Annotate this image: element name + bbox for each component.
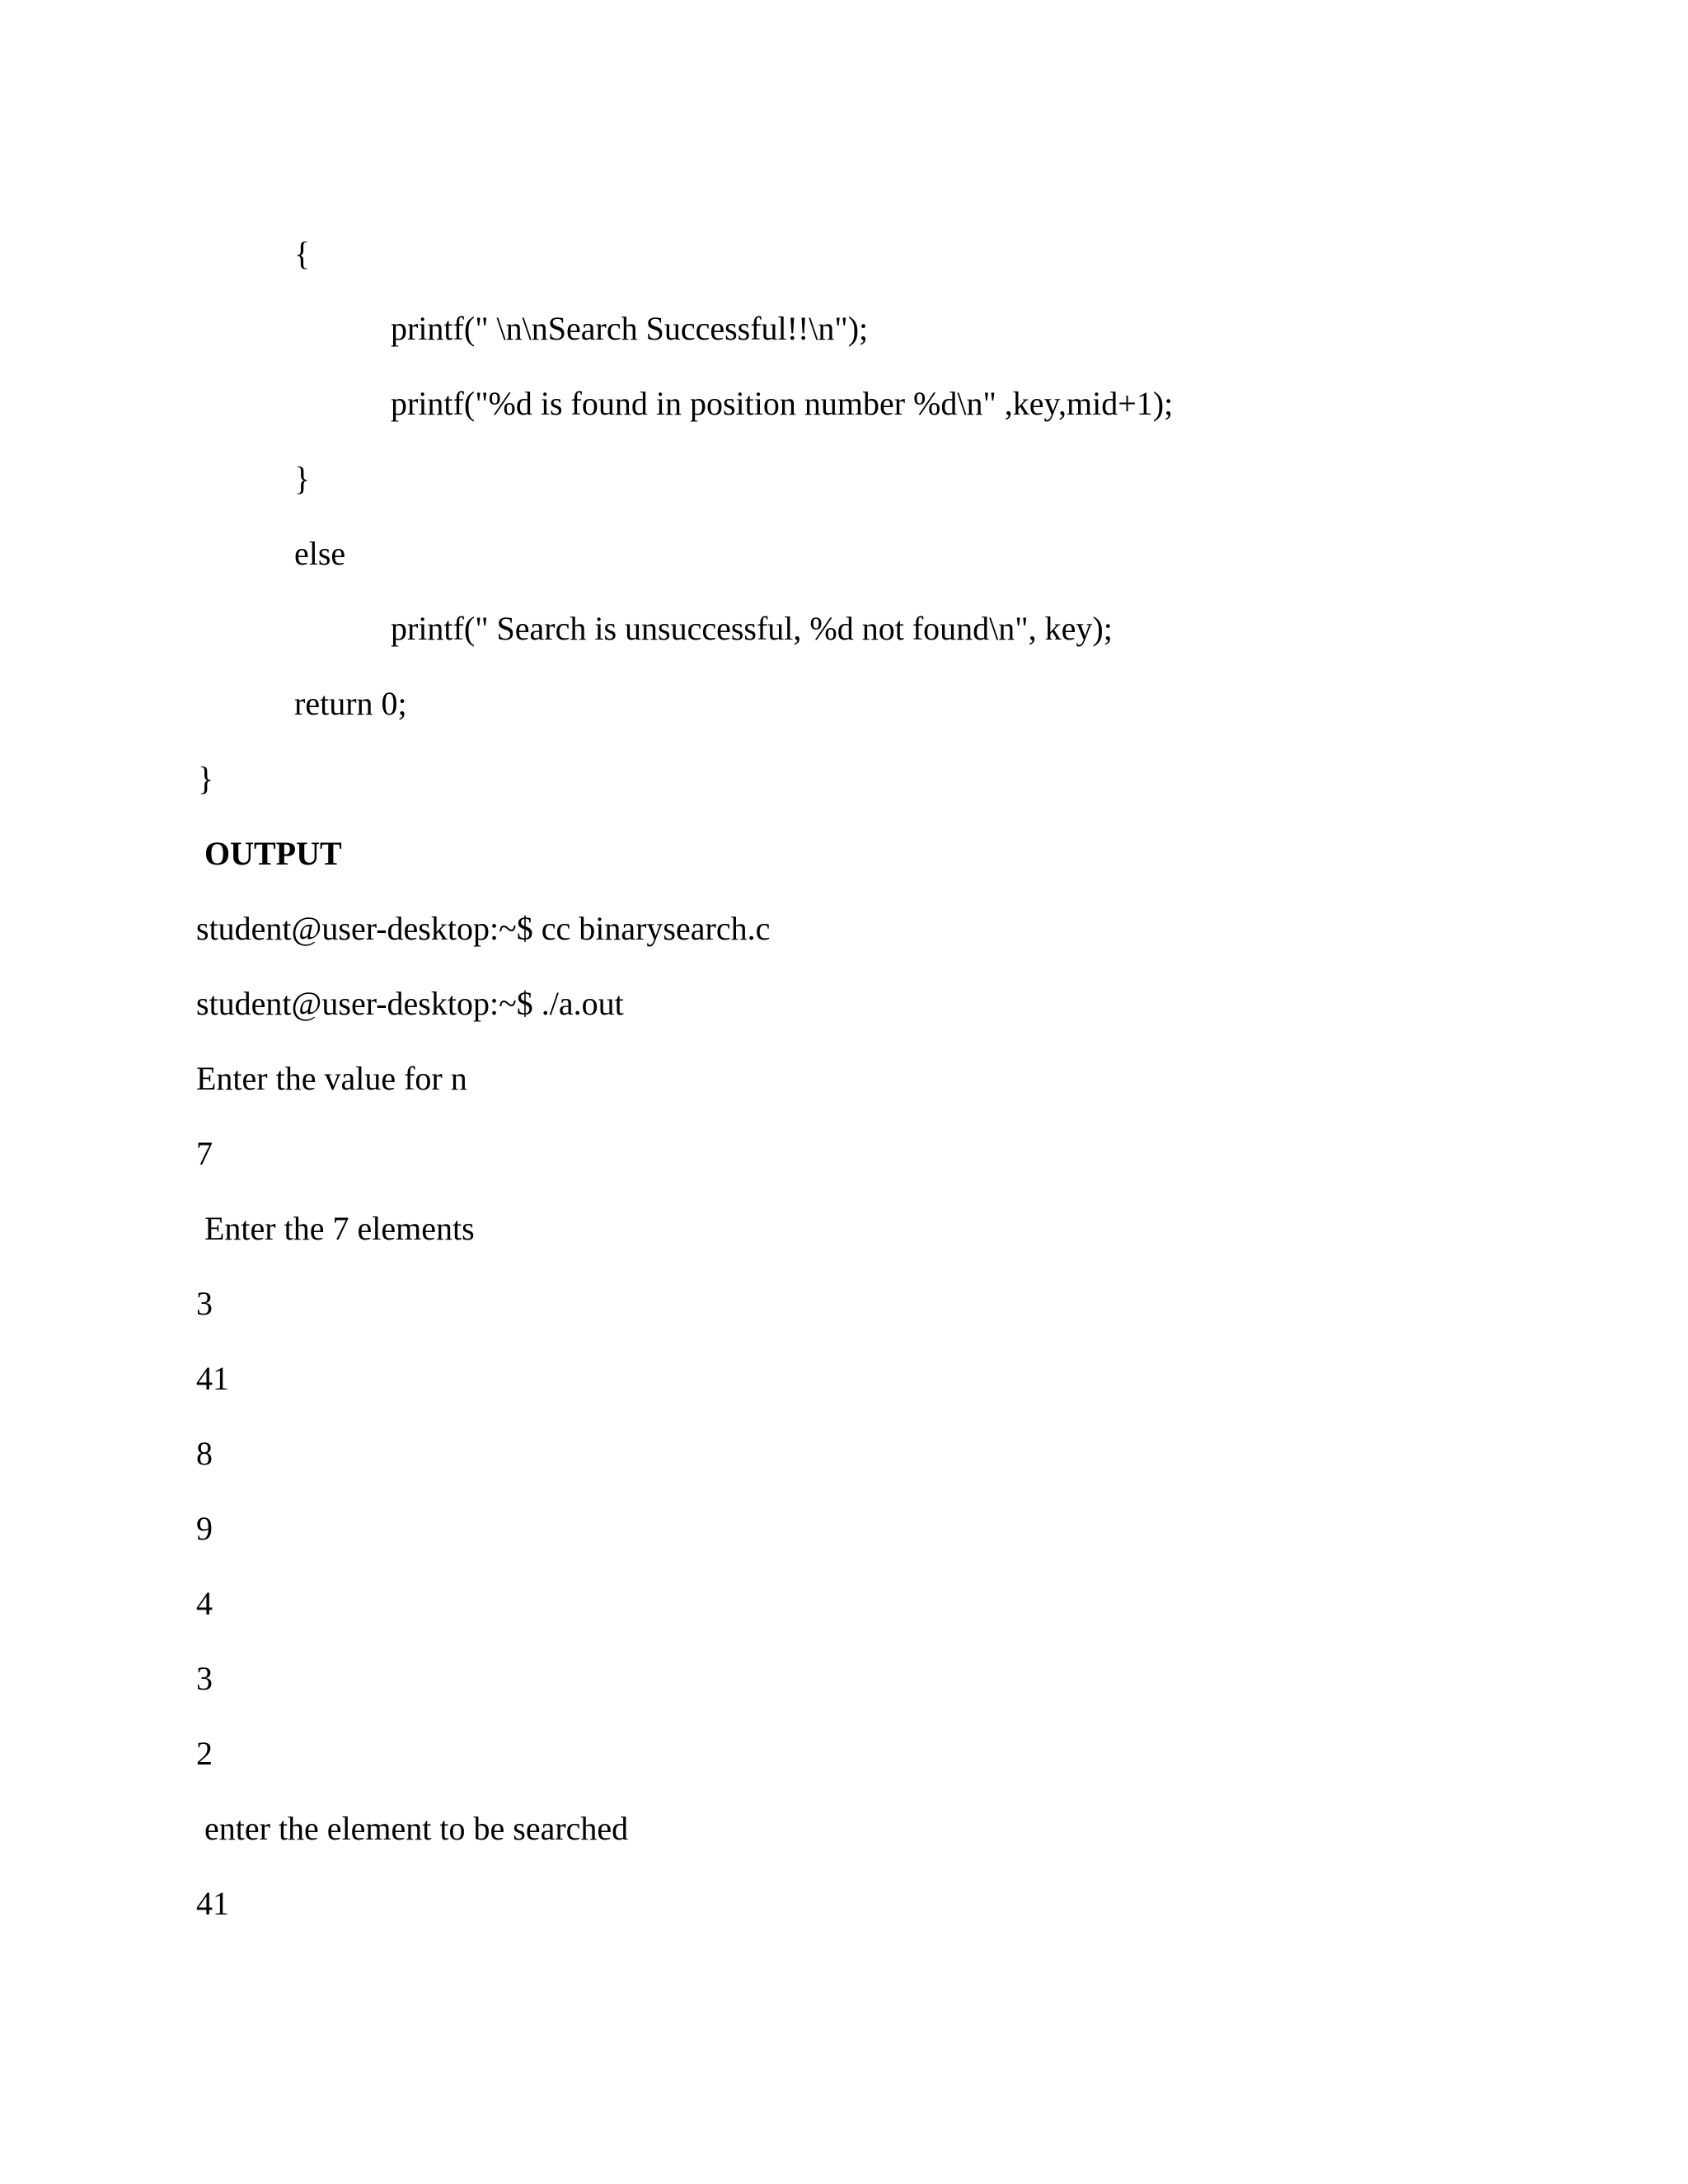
- output-line: 9: [196, 1510, 213, 1547]
- output-line: 7: [196, 1135, 213, 1172]
- code-close-brace-outer: }: [198, 760, 214, 797]
- output-line: 41: [196, 1885, 229, 1922]
- code-close-brace-inner: }: [294, 460, 311, 497]
- output-line: student@user-desktop:~$ ./a.out: [196, 985, 624, 1022]
- code-return: return 0;: [294, 685, 407, 722]
- output-line: student@user-desktop:~$ cc binarysearch.c: [196, 910, 771, 947]
- code-printf-success: printf(" \n\nSearch Successful!!\n");: [391, 310, 869, 347]
- output-line: 4: [196, 1585, 213, 1622]
- output-heading: OUTPUT: [204, 835, 342, 872]
- output-line: 2: [196, 1735, 213, 1772]
- code-else: else: [294, 535, 346, 572]
- output-line: 8: [196, 1435, 213, 1472]
- output-line: 3: [196, 1285, 213, 1322]
- output-line: 41: [196, 1360, 229, 1397]
- code-open-brace-inner: {: [294, 235, 311, 272]
- output-line: 3: [196, 1660, 213, 1697]
- output-line: Enter the 7 elements: [196, 1210, 475, 1247]
- output-line: Enter the value for n: [196, 1060, 467, 1097]
- code-printf-unsuccessful: printf(" Search is unsuccessful, %d not found\n", key);: [391, 610, 1113, 647]
- output-line: enter the element to be searched: [196, 1810, 629, 1847]
- code-printf-found: printf("%d is found in position number %d\n" ,key,mid+1);: [391, 385, 1174, 422]
